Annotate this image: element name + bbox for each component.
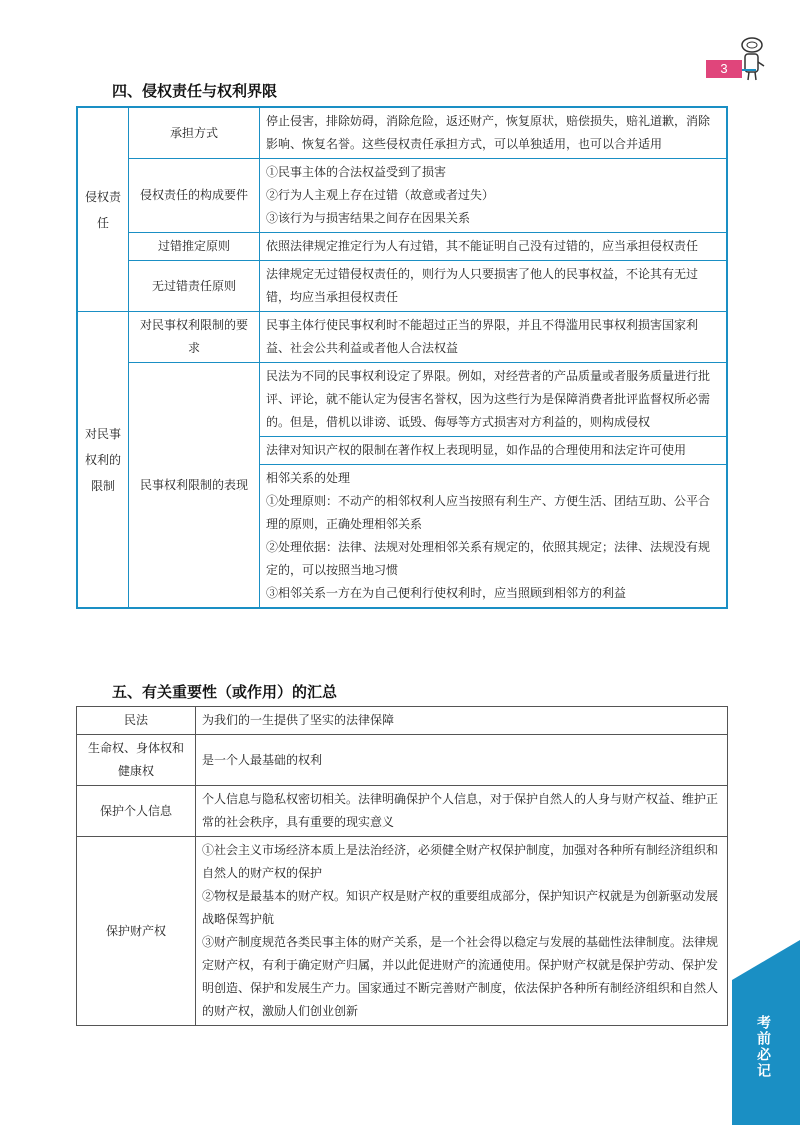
row-label: 保护个人信息 (77, 786, 196, 837)
row-content (196, 837, 728, 1026)
table-row (77, 837, 728, 1026)
category-cell (77, 107, 129, 312)
content-line: ②处理依据：法律、法规对处理相邻关系有规定的，依照其规定；法律、法规没有规定的，可以按照当地习惯 (266, 540, 711, 577)
row-content (260, 363, 728, 437)
content-line: ③财产制度规范各类民事主体的财产关系，是一个社会得以稳定与发展的基础性法律制度。法律规定财产权，有利于确定财产归属，并以此促进财产的流通使用。保护财产权就是保护劳动、保护发明创造、保护和发展生产力。国家通过不断完善财产制度，依法保护各种所有制经济组织和自然人的财产权，激励人们创业创新 (202, 935, 719, 1018)
category-label: 侵权责任 (84, 189, 121, 230)
row-content (260, 261, 728, 312)
row-content (260, 107, 728, 159)
tort-liability-table (76, 106, 728, 609)
side-tab-corner (732, 940, 800, 980)
content-line: 个人信息与隐私权密切相关。法律明确保护个人信息，对于保护自然人的人身与财产权益、维护正常的社会秩序，具有重要的现实意义 (202, 792, 719, 829)
row-label: 保护财产权 (77, 837, 196, 1026)
content-line: 相邻关系的处理 (266, 471, 351, 485)
row-content (260, 159, 728, 233)
row-content (196, 707, 728, 735)
content-line: 是一个人最基础的权利 (202, 752, 323, 767)
content-line: ②行为人主观上存在过错（故意或者过失） (266, 188, 495, 202)
category-label: 对民事权利的限制 (84, 426, 121, 493)
row-content (196, 735, 728, 786)
row-label: 侵权责任的构成要件 (129, 159, 260, 233)
row-content (196, 786, 728, 837)
importance-summary-table (76, 706, 728, 1026)
content-line: ③该行为与损害结果之间存在因果关系 (266, 211, 471, 225)
table-row (77, 107, 727, 159)
row-label: 民事权利限制的表现 (129, 363, 260, 609)
row-label: 承担方式 (129, 107, 260, 159)
content-line: 民事主体行使民事权利时不能超过正当的界限，并且不得滥用民事权利损害国家利益、社会公共利益或者他人合法权益 (266, 318, 699, 355)
row-label: 无过错责任原则 (129, 261, 260, 312)
content-line: ①社会主义市场经济本质上是法治经济，必须健全财产权保护制度，加强对各种所有制经济组织和自然人的财产权的保护 (202, 843, 719, 880)
row-content (260, 437, 728, 465)
content-line: ①民事主体的合法权益受到了损害 (266, 165, 447, 179)
row-label: 生命权、身体权和健康权 (77, 735, 196, 786)
content-line: 为我们的一生提供了坚实的法律保障 (202, 713, 395, 727)
row-label: 民法 (77, 707, 196, 735)
mascot-icon (740, 36, 766, 86)
row-content (260, 312, 728, 363)
content-line: 民法为不同的民事权利设定了界限。例如，对经营者的产品质量或者服务质量进行批评、评论，就不能认定为侵害名誉权，因为这些行为是保障消费者批评监督权所必需的。但是，借机以诽谤、诋毁、侮辱等方式损害对方利益的，则构成侵权 (266, 369, 711, 429)
table-row (77, 735, 728, 786)
category-cell (77, 312, 129, 609)
section5-title: 五、有关重要性（或作用）的汇总 (112, 684, 338, 701)
row-content (260, 233, 728, 261)
content-line: 法律对知识产权的限制在著作权上表现明显，如作品的合理使用和法定许可使用 (266, 443, 687, 457)
table-row (77, 363, 727, 437)
row-label: 对民事权利限制的要求 (129, 312, 260, 363)
row-content (260, 465, 728, 609)
content-line: 停止侵害，排除妨碍，消除危险，返还财产，恢复原状，赔偿损失，赔礼道歉，消除影响、恢复名誉。这些侵权责任承担方式，可以单独适用，也可以合并适用 (266, 114, 711, 151)
content-line: ①处理原则：不动产的相邻权利人应当按照有利生产、方便生活、团结互助、公平合理的原则，正确处理相邻关系 (266, 494, 711, 531)
side-tab-label: 考前必记 (756, 1015, 772, 1079)
content-line: ③相邻关系一方在为自己便利行使权利时，应当照顾到相邻方的利益 (266, 586, 627, 600)
section4-title: 四、侵权责任与权利界限 (112, 83, 278, 100)
table-row (77, 233, 727, 261)
table-row (77, 312, 727, 363)
page-number-rule (742, 69, 756, 71)
table-row (77, 707, 728, 735)
row-label: 过错推定原则 (129, 233, 260, 261)
page-number: 3 (706, 60, 742, 78)
table-row (77, 261, 727, 312)
table-row (77, 159, 727, 233)
content-line: ②物权是最基本的财产权。知识产权是财产权的重要组成部分，保护知识产权就是为创新驱动发展战略保驾护航 (202, 889, 719, 926)
content-line: 依照法律规定推定行为人有过错，其不能证明自己没有过错的，应当承担侵权责任 (266, 239, 699, 253)
table-row (77, 786, 728, 837)
content-line: 法律规定无过错侵权责任的，则行为人只要损害了他人的民事权益，不论其有无过错，均应当承担侵权责任 (266, 267, 699, 304)
